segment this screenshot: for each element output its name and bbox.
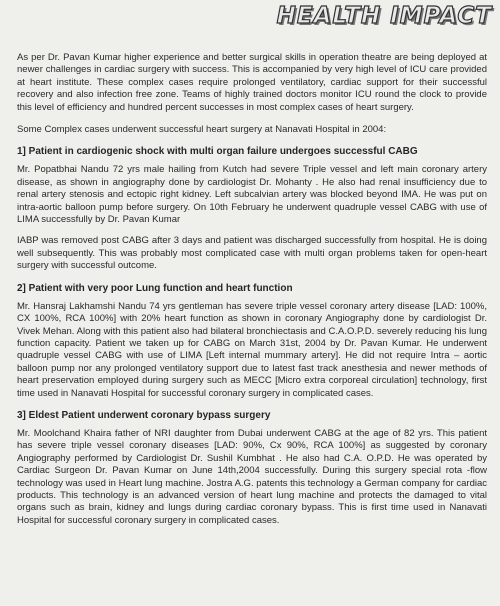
section-2-paragraph-1: Mr. Hansraj Lakhamshi Nandu 74 yrs gentleman has severe triple vessel coronary artery disease [LAD: 100%, CX 100%, RCA 100%] with 20% heart function as shown in coronary Angiography done by cardiologist Dr. Vivek Mehan. Along with this patient also had bilateral bronchiectasis and C.A.O.P.D. severely reducing his lung function capacity. Patient we taken up for CABG on March 31st, 2004 by Dr. Pavan Kumar. He underwent quadruple vessel CABG with use of LIMA [Left internal mummary artery]. He did not require Intra – aortic balloon pump nor any prolonged ventilatory support due to latest fast track anesthesia and newer methods of heart preservation employed during surgery such as MECC [Micro extra corporeal circulation] technology, first time used in Nanavati Hospital for successful coronary surgery in complicated cases. <box>17 300 487 399</box>
section-3-heading: 3] Eldest Patient underwent coronary bypass surgery <box>17 409 271 421</box>
masthead-title: HEALTH IMPACT <box>276 3 492 29</box>
section-1-paragraph-1: Mr. Popatbhai Nandu 72 yrs male hailing from Kutch had severe Triple vessel and left main coronary artery disease, as shown in angiography done by cardiologist Dr. Mohanty . He also had renal insufficiency due to renal artery stenosis and ectopic right kidney. Left subcalvian artery was blocked beyond IMA. He was put on intra-aortic balloon pump before surgery. On 10th February he underwent quadruple vessel CABG with use of LIMA successfully by Dr. Pavan Kumar <box>17 164 487 226</box>
section-1-heading: 1] Patient in cardiogenic shock with multi organ failure undergoes successful CABG <box>17 146 418 158</box>
section-3-paragraph-1: Mr. Moolchand Khaira father of NRI daughter from Dubai underwent CABG at the age of 82 yrs. This patient has severe triple vessel coronary diseases [LAD: 90%, Cx 90%, RCA 100%] as suggested by coronary Angiography performed by Cardiologist Dr. Sushil Kumbhat . He also had C.A. O.P.D. He was operated by Cardiac Surgeon Dr. Pavan Kumar on June 14th,2004 successfully. During this surgery special rota -flow technology was used in Heart lung machine. Jostra A.G. patents this technology a German company for cardiac products. This technology is an advanced version of heart lung machine and protects the damaged to vital organs such as brain, kidney and lungs during cardiac coronary bypass. This is first time used in Nanavati Hospital for successful coronary surgery in complicated cases. <box>17 427 487 526</box>
intro-paragraph: As per Dr. Pavan Kumar higher experience and better surgical skills in operation theatre are being deployed at newer challenges in cardiac surgery with success. This is accompanied by very high level of ICU care provided at heart institute. These complex cases require prolonged ventilatory, cardiac support for their successful recovery and also infection free zone. Teams of highly trained doctors monitor ICU round the clock to provide this level of efficiency and hundred percent successes in most complex cases of heart surgery. <box>17 52 487 113</box>
section-1-paragraph-2: IABP was removed post CABG after 3 days and patient was discharged successfully from hospital. He is doing well subsequently. This was probably most complicated case with multi organ problems taken for open-heart surgery with successful outcome. <box>17 235 487 272</box>
lead-in-paragraph: Some Complex cases underwent successful heart surgery at Nanavati Hospital in 2004: <box>17 124 387 136</box>
section-2-heading: 2] Patient with very poor Lung function and heart function <box>17 282 293 294</box>
article-body <box>17 52 487 536</box>
